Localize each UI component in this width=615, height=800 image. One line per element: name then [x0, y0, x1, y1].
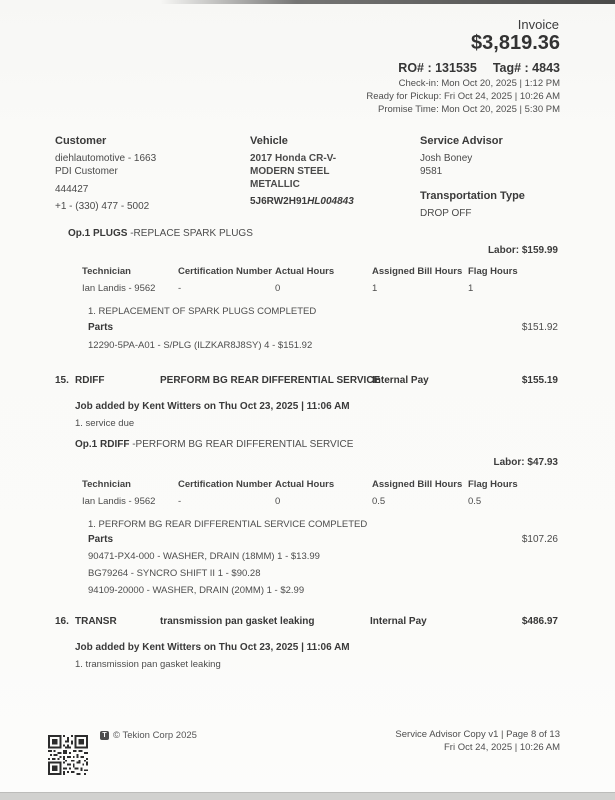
col-flag-hours: Flag Hours — [468, 266, 518, 277]
service-advisor-block — [420, 135, 525, 220]
ro-tag-line — [398, 61, 560, 75]
job-16-number: 16. — [55, 616, 69, 627]
transportation-type-label: Transportation Type — [420, 190, 525, 202]
customer-type: PDI Customer — [55, 166, 118, 177]
op-rdiff-part-line: BG79264 - SYNCRO SHIFT II 1 - $90.28 — [88, 568, 261, 579]
col-technician: Technician — [82, 266, 131, 277]
op-plugs-labor: Labor: $159.99 — [487, 245, 558, 256]
col-flag-hours: Flag Hours — [468, 479, 518, 490]
customer-name: diehlautomotive - 1663 — [55, 153, 157, 164]
checkin-time: Check-in: Mon Oct 20, 2025 | 1:12 PM — [398, 78, 560, 89]
op-rdiff-parts-label: Parts — [88, 534, 114, 545]
qr-code — [48, 734, 88, 781]
vehicle-label: Vehicle — [250, 135, 288, 147]
job-15-pay-type: Internal Pay — [372, 375, 429, 386]
scan-edge-top — [160, 0, 615, 4]
col-certification-number: Certification Number — [178, 266, 272, 277]
footer-copy-info: Service Advisor Copy v1 | Page 8 of 13 — [395, 729, 560, 740]
vehicle-block — [250, 135, 354, 208]
job-16-code: TRANSR — [75, 616, 117, 627]
job-16-added-by: Job added by Kent Witters on Thu Oct 23, 2025 | 11:06 AM — [75, 642, 350, 653]
tag-number: Tag# : 4843 — [492, 61, 560, 75]
customer-number: 444427 — [55, 184, 89, 195]
job-15-description: PERFORM BG REAR DIFFERENTIAL SERVICE — [160, 375, 381, 386]
tech-table-row: Ian Landis - 9562 - 0 1 1 — [82, 283, 474, 294]
tech-table-header — [82, 479, 548, 490]
scan-edge-bottom — [0, 792, 615, 800]
vehicle-vin: 5J6RW2H91HL004843 — [250, 196, 354, 207]
op-rdiff-labor: Labor: $47.93 — [493, 457, 558, 468]
copyright-text: © Tekion Corp 2025 — [113, 730, 197, 741]
job-15-concern: 1. service due — [75, 418, 135, 429]
customer-block — [55, 135, 156, 213]
job-15-added-by: Job added by Kent Witters on Thu Oct 23, 2025 | 11:06 AM — [75, 401, 350, 412]
col-actual-hours: Actual Hours — [275, 479, 335, 490]
job-16-pay-type: Internal Pay — [370, 616, 427, 627]
customer-label: Customer — [55, 135, 107, 147]
doc-type-label: Invoice — [517, 17, 559, 32]
job-16-amount: $486.97 — [521, 616, 558, 627]
op-plugs-parts-total: $151.92 — [521, 322, 558, 333]
footer-copyright — [100, 730, 197, 741]
vehicle-color-1: MODERN STEEL — [250, 166, 330, 177]
op-plugs-parts-label: Parts — [88, 322, 114, 333]
customer-phone: +1 - (330) 477 - 5002 — [55, 201, 150, 212]
ro-number: RO# : 131535 — [398, 61, 477, 75]
op-rdiff-part-line: 90471-PX4-000 - WASHER, DRAIN (18MM) 1 - $13.99 — [88, 551, 320, 562]
job-16-description: transmission pan gasket leaking — [160, 616, 315, 627]
footer-date-info: Fri Oct 24, 2025 | 10:26 AM — [444, 742, 560, 753]
promise-time: Promise Time: Mon Oct 20, 2025 | 5:30 PM — [378, 104, 560, 115]
job-15-number: 15. — [55, 375, 69, 386]
op-plugs-part-line: 12290-5PA-A01 - S/PLG (ILZKAR8J8SY) 4 - $151.92 — [88, 340, 313, 351]
col-actual-hours: Actual Hours — [275, 266, 335, 277]
tech-table-header — [82, 266, 548, 277]
vehicle-model: 2017 Honda CR-V- — [250, 153, 337, 164]
op-rdiff-parts-total: $107.26 — [521, 534, 558, 545]
ready-for-pickup-time: Ready for Pickup: Fri Oct 24, 2025 | 10:26 AM — [366, 91, 560, 102]
tech-table-row: Ian Landis - 9562 - 0 0.5 0.5 — [82, 496, 482, 507]
op-rdiff-title: Op.1 RDIFF -PERFORM BG REAR DIFFERENTIAL SERVICE — [75, 439, 354, 450]
tekion-logo-icon: T — [100, 731, 109, 740]
job-16-concern: 1. transmission pan gasket leaking — [75, 659, 221, 670]
op-plugs-title: Op.1 PLUGS -REPLACE SPARK PLUGS — [68, 228, 253, 239]
col-assigned-bill-hours: Assigned Bill Hours — [372, 266, 463, 277]
op-rdiff-part-line: 94109-20000 - WASHER, DRAIN (20MM) 1 - $2.99 — [88, 585, 305, 596]
job-15-amount: $155.19 — [521, 375, 558, 386]
job-15-code: RDIFF — [75, 375, 105, 386]
op-rdiff-note: 1. PERFORM BG REAR DIFFERENTIAL SERVICE COMPLETED — [88, 519, 368, 530]
col-assigned-bill-hours: Assigned Bill Hours — [372, 479, 463, 490]
invoice-total: $3,819.36 — [471, 32, 560, 54]
vehicle-color-2: METALLIC — [250, 179, 300, 190]
col-certification-number: Certification Number — [178, 479, 272, 490]
col-technician: Technician — [82, 479, 131, 490]
service-advisor-label: Service Advisor — [420, 135, 503, 147]
service-advisor-name: Josh Boney — [420, 153, 473, 164]
transportation-type-value: DROP OFF — [420, 208, 472, 219]
op-plugs-note: 1. REPLACEMENT OF SPARK PLUGS COMPLETED — [88, 306, 317, 317]
service-advisor-id: 9581 — [420, 166, 443, 177]
